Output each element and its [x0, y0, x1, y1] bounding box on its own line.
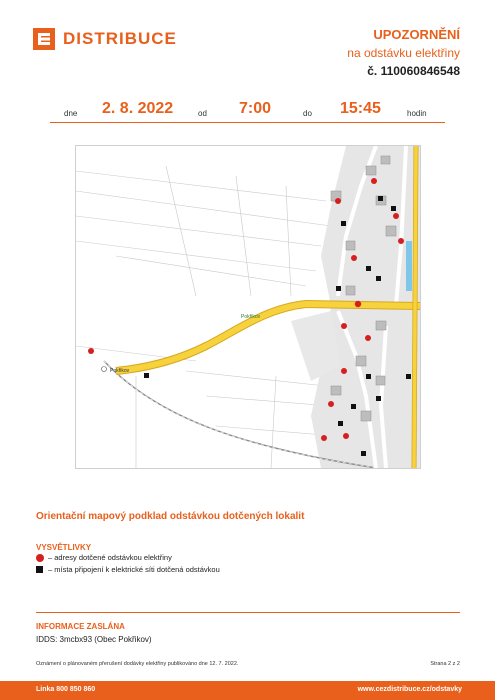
from-label: od [198, 109, 207, 118]
notice-title: UPOZORNĚNÍ [373, 27, 460, 42]
website-link[interactable]: www.cezdistribuce.cz/odstavky [357, 686, 462, 693]
divider [36, 612, 460, 613]
published-note: Oznámení o plánovaném přerušení dodávky elektřiny publikováno dne 12. 7. 2022. [36, 661, 239, 667]
outage-timeframe [50, 100, 445, 123]
connection-square-icon [36, 566, 43, 573]
map-canvas [76, 146, 420, 468]
legend-address-text: – adresy dotčené odstávkou elektřiny [48, 553, 172, 562]
map-caption: Orientační mapový podklad odstávkou dotčených lokalit [36, 511, 305, 522]
footer-bar [0, 681, 495, 700]
company-logo [33, 27, 183, 51]
legend-connection-text: – místa připojení k elektrické síti dotčená odstávkou [48, 565, 220, 574]
page-number: Strana 2 z 2 [430, 661, 460, 667]
time-to: 15:45 [340, 100, 381, 117]
map-road-label: Pokřikov [241, 314, 261, 320]
info-text: IDDS: 3mcbx93 (Obec Pokřikov) [36, 635, 152, 644]
legend-title: VYSVĚTLIVKY [36, 543, 92, 552]
to-label: do [303, 109, 312, 118]
brand-name: DISTRIBUCE [63, 29, 177, 48]
legend-row-address [36, 553, 172, 562]
time-from: 7:00 [239, 100, 272, 117]
legend-row-connection [36, 565, 220, 574]
cez-logo-icon [33, 28, 55, 50]
address-dot-icon [36, 554, 44, 562]
outage-map [75, 145, 421, 469]
hotline-text: Linka 800 850 860 [36, 686, 96, 693]
hours-label: hodin [407, 109, 427, 118]
map-place-label: Pokřikov [110, 368, 130, 374]
info-title: INFORMACE ZASLÁNA [36, 622, 125, 631]
notice-number: č. 110060846548 [367, 64, 460, 78]
outage-date: 2. 8. 2022 [102, 100, 174, 117]
date-label: dne [64, 109, 78, 118]
notice-subtitle: na odstávku elektřiny [347, 46, 460, 60]
notice-header [347, 26, 460, 80]
